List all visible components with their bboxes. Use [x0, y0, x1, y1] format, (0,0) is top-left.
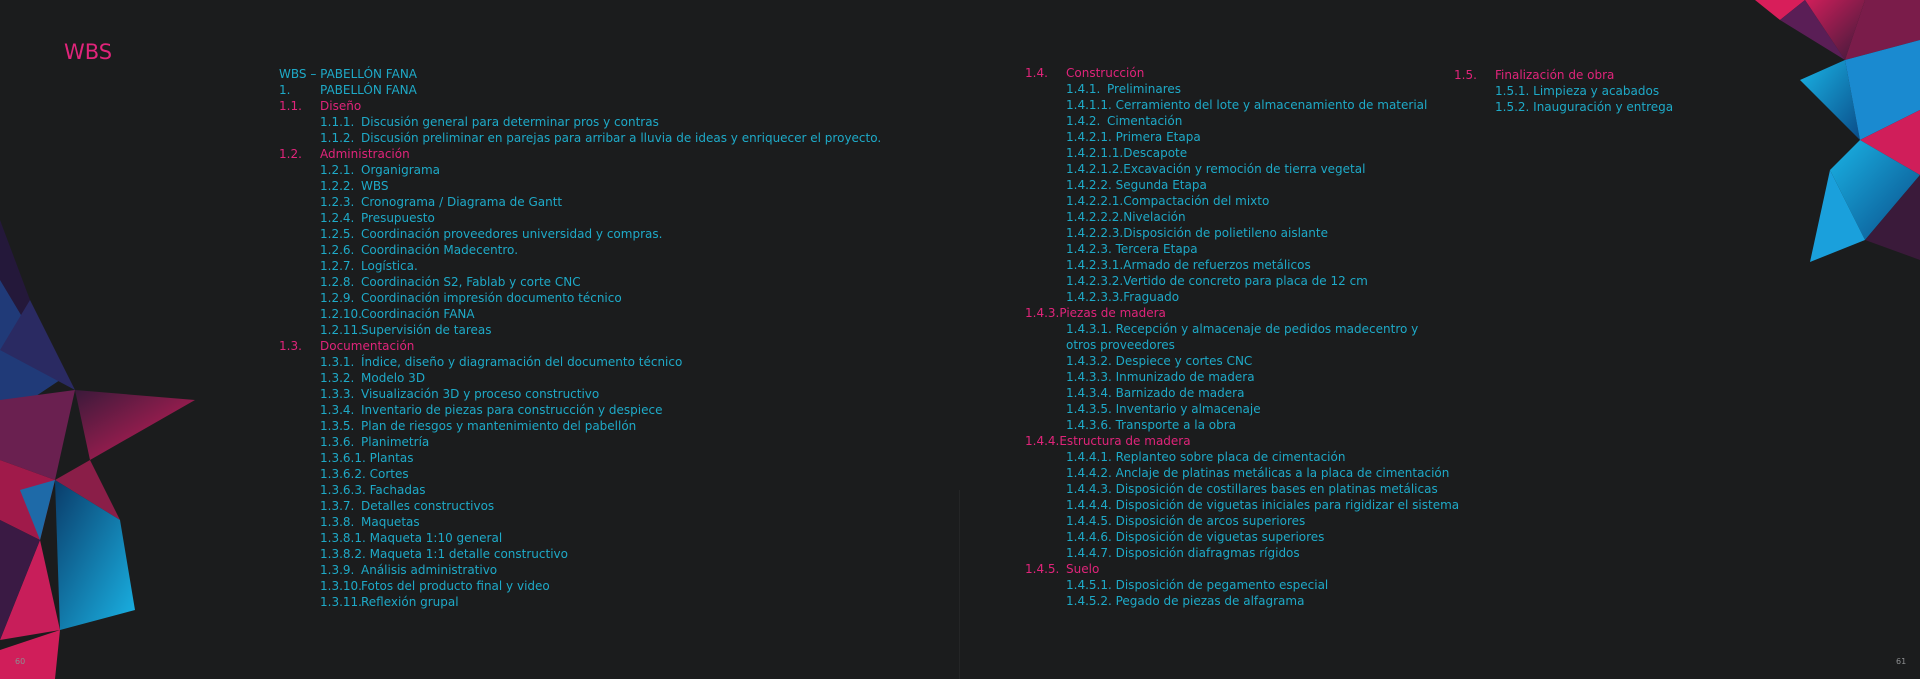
wbs-item-label: Administración: [320, 147, 410, 161]
wbs-item-label: WBS – PABELLÓN FANA: [279, 67, 417, 81]
wbs-item-label: Logística.: [361, 259, 418, 273]
wbs-item: [279, 402, 919, 418]
wbs-item-number: 1.2.10.: [320, 307, 362, 321]
wbs-item-label: 1.4.2.1. Primera Etapa: [1066, 130, 1201, 144]
wbs-item-label: 1.4.2.2.3.Disposición de polietileno aislante: [1066, 226, 1328, 240]
wbs-item-label: Coordinación Madecentro.: [361, 243, 519, 257]
wbs-item-label: 1.4.4.4. Disposición de viguetas iniciales para rigidizar el sistema: [1066, 498, 1460, 512]
wbs-item: [279, 146, 919, 162]
wbs-item-label: 1.4.2.3.1.Armado de refuerzos metálicos: [1066, 258, 1311, 272]
wbs-item: [1025, 177, 1445, 193]
wbs-item-number: 1.4.5.: [1025, 562, 1060, 576]
wbs-item-label: Discusión preliminar en parejas para arribar a lluvia de ideas y enriquecer el proyecto.: [361, 131, 882, 145]
page-number-left: 60: [15, 657, 26, 666]
wbs-column-2: [1025, 65, 1460, 609]
wbs-item: [279, 322, 919, 338]
wbs-item: [1025, 337, 1445, 353]
wbs-item-label: 1.4.4.2. Anclaje de platinas metálicas a la placa de cimentación: [1066, 466, 1450, 480]
wbs-item-label: 1.4.2.2. Segunda Etapa: [1066, 178, 1207, 192]
wbs-item-label: 1.4.4.6. Disposición de viguetas superiores: [1066, 530, 1325, 544]
wbs-item-number: 1.2.9.: [320, 291, 355, 305]
wbs-item-label: 1.5.2. Inauguración y entrega: [1495, 100, 1674, 114]
wbs-item: [279, 370, 919, 386]
wbs-item-label: 1.3.6.2. Cortes: [320, 467, 409, 481]
wbs-item-label: 1.4.4.7. Disposición diafragmas rígidos: [1066, 546, 1300, 560]
wbs-item-number: 1.4.1.: [1066, 82, 1101, 96]
wbs-item-label: Coordinación proveedores universidad y compras.: [361, 227, 663, 241]
page-divider: [959, 490, 960, 679]
wbs-item-number: 1.4.2.: [1066, 114, 1101, 128]
wbs-item-number: 1.2.6.: [320, 243, 355, 257]
wbs-item-label: 1.4.4.3. Disposición de costillares bases en platinas metálicas: [1066, 482, 1438, 496]
wbs-item-label: otros proveedores: [1066, 338, 1175, 352]
wbs-item-number: 1.2.5.: [320, 227, 355, 241]
wbs-item: [1025, 81, 1445, 97]
wbs-item: [1454, 99, 1694, 115]
wbs-item: [1025, 513, 1445, 529]
wbs-item-number: 1.3.3.: [320, 387, 355, 401]
wbs-item-label: 1.4.3.1. Recepción y almacenaje de pedidos madecentro y: [1066, 322, 1419, 336]
wbs-item-label: Fotos del producto final y video: [361, 579, 550, 593]
wbs-item: [279, 178, 919, 194]
wbs-item: [1025, 145, 1445, 161]
wbs-item: [1025, 401, 1445, 417]
wbs-item-label: 1.4.4.Estructura de madera: [1025, 434, 1191, 448]
wbs-item: [279, 546, 919, 562]
wbs-item-label: 1.4.3.2. Despiece y cortes CNC: [1066, 354, 1253, 368]
wbs-item-label: 1.4.4.1. Replanteo sobre placa de cimentación: [1066, 450, 1346, 464]
left-crystal-decoration: [0, 220, 200, 679]
wbs-item: [1025, 273, 1445, 289]
wbs-item-label: 1.3.6.1. Plantas: [320, 451, 414, 465]
wbs-item-label: Organigrama: [361, 163, 441, 177]
wbs-item-label: Planimetría: [361, 435, 430, 449]
wbs-item-label: Documentación: [320, 339, 415, 353]
wbs-item-label: Modelo 3D: [361, 371, 426, 385]
wbs-item: [1025, 305, 1445, 321]
wbs-item-label: 1.4.1.1. Cerramiento del lote y almacenamiento de material: [1066, 98, 1428, 112]
wbs-column-1: [279, 66, 919, 610]
wbs-item-number: 1.3.10.: [320, 579, 362, 593]
wbs-item: [1454, 67, 1694, 83]
wbs-column-3: [1454, 67, 1694, 115]
wbs-item: [1025, 257, 1445, 273]
wbs-item: [1025, 193, 1445, 209]
wbs-item-label: 1.4.5.2. Pegado de piezas de alfagrama: [1066, 594, 1305, 608]
wbs-item-label: Inventario de piezas para construcción y despiece: [361, 403, 663, 417]
wbs-item-number: 1.2.2.: [320, 179, 355, 193]
wbs-item-number: 1.1.: [279, 99, 302, 113]
wbs-item-label: 1.4.2.3.2.Vertido de concreto para placa de 12 cm: [1066, 274, 1368, 288]
wbs-item-number: 1.3.: [279, 339, 302, 353]
wbs-item-number: 1.1.1.: [320, 115, 355, 129]
wbs-item-label: 1.4.5.1. Disposición de pegamento especial: [1066, 578, 1329, 592]
wbs-item-label: 1.4.2.3. Tercera Etapa: [1066, 242, 1198, 256]
wbs-item-number: 1.2.3.: [320, 195, 355, 209]
wbs-item-label: Presupuesto: [361, 211, 435, 225]
wbs-item: [279, 274, 919, 290]
wbs-item: [1025, 225, 1445, 241]
wbs-item: [279, 466, 919, 482]
wbs-item: [1025, 161, 1445, 177]
wbs-item-number: 1.3.11.: [320, 595, 362, 609]
wbs-item: [1025, 209, 1445, 225]
wbs-item: [1025, 433, 1445, 449]
wbs-item-number: 1.1.2.: [320, 131, 355, 145]
wbs-item-label: Preliminares: [1107, 82, 1182, 96]
wbs-item: [279, 482, 919, 498]
wbs-item-number: 1.2.4.: [320, 211, 355, 225]
wbs-item-label: 1.4.4.5. Disposición de arcos superiores: [1066, 514, 1306, 528]
wbs-item-label: Cimentación: [1107, 114, 1183, 128]
wbs-item: [279, 418, 919, 434]
wbs-item-label: 1.4.3.6. Transporte a la obra: [1066, 418, 1237, 432]
wbs-item: [279, 386, 919, 402]
wbs-item-label: Análisis administrativo: [361, 563, 498, 577]
wbs-item-number: 1.2.: [279, 147, 302, 161]
wbs-item: [279, 210, 919, 226]
wbs-item: [1025, 289, 1445, 305]
wbs-item: [1454, 83, 1694, 99]
wbs-item: [279, 450, 919, 466]
wbs-item-label: Coordinación FANA: [361, 307, 475, 321]
wbs-item-label: WBS: [361, 179, 389, 193]
wbs-item: [1025, 353, 1445, 369]
wbs-item: [1025, 561, 1445, 577]
wbs-item: [279, 434, 919, 450]
wbs-item: [279, 338, 919, 354]
wbs-item: [1025, 449, 1445, 465]
wbs-item-label: Discusión general para determinar pros y contras: [361, 115, 659, 129]
wbs-item-label: Cronograma / Diagrama de Gantt: [361, 195, 563, 209]
page-number-right: 61: [1896, 657, 1907, 666]
wbs-item-label: 1.4.3.5. Inventario y almacenaje: [1066, 402, 1261, 416]
wbs-item: [1025, 113, 1445, 129]
wbs-item: [1025, 129, 1445, 145]
wbs-item: [1025, 593, 1445, 609]
wbs-item-number: 1.3.9.: [320, 563, 355, 577]
wbs-item-number: 1.3.7.: [320, 499, 355, 513]
wbs-item: [279, 242, 919, 258]
wbs-item-number: 1.: [279, 83, 291, 97]
wbs-item: [1025, 385, 1445, 401]
wbs-item: [279, 114, 919, 130]
wbs-item-label: Construcción: [1066, 66, 1145, 80]
wbs-item-label: 1.4.2.1.2.Excavación y remoción de tierra vegetal: [1066, 162, 1366, 176]
wbs-item: [279, 562, 919, 578]
wbs-item-label: 1.4.2.2.2.Nivelación: [1066, 210, 1186, 224]
wbs-item-number: 1.3.1.: [320, 355, 355, 369]
wbs-item-label: Visualización 3D y proceso constructivo: [361, 387, 600, 401]
wbs-item: [279, 498, 919, 514]
wbs-item: [1025, 481, 1445, 497]
page-title: WBS: [64, 40, 113, 64]
wbs-item: [1025, 369, 1445, 385]
wbs-item: [1025, 321, 1445, 337]
wbs-item-number: 1.3.6.: [320, 435, 355, 449]
wbs-item-number: 1.3.4.: [320, 403, 355, 417]
wbs-item: [279, 290, 919, 306]
wbs-item: [279, 226, 919, 242]
wbs-item: [279, 354, 919, 370]
wbs-item: [279, 594, 919, 610]
wbs-item-label: 1.5.1. Limpieza y acabados: [1495, 84, 1660, 98]
wbs-item: [279, 162, 919, 178]
wbs-item-number: 1.3.8.: [320, 515, 355, 529]
wbs-item-number: 1.3.5.: [320, 419, 355, 433]
wbs-item-label: Suelo: [1066, 562, 1100, 576]
wbs-item-label: 1.3.8.1. Maqueta 1:10 general: [320, 531, 503, 545]
wbs-item-label: Supervisión de tareas: [361, 323, 492, 337]
wbs-item: [1025, 241, 1445, 257]
wbs-item: [279, 194, 919, 210]
wbs-item: [279, 578, 919, 594]
wbs-item: [279, 514, 919, 530]
wbs-item-number: 1.2.11.: [320, 323, 362, 337]
wbs-item-label: PABELLÓN FANA: [320, 83, 417, 97]
wbs-item: [279, 66, 919, 82]
wbs-item: [1025, 577, 1445, 593]
wbs-item: [279, 306, 919, 322]
wbs-item-label: 1.4.3.3. Inmunizado de madera: [1066, 370, 1255, 384]
wbs-item: [1025, 497, 1460, 513]
wbs-item-label: Plan de riesgos y mantenimiento del pabellón: [361, 419, 637, 433]
wbs-item: [1025, 529, 1445, 545]
wbs-item-label: 1.4.3.Piezas de madera: [1025, 306, 1166, 320]
wbs-item-label: 1.4.2.1.1.Descapote: [1066, 146, 1188, 160]
wbs-item-label: 1.4.2.3.3.Fraguado: [1066, 290, 1180, 304]
wbs-item-label: 1.3.8.2. Maqueta 1:1 detalle constructivo: [320, 547, 568, 561]
wbs-item-label: Coordinación S2, Fablab y corte CNC: [361, 275, 581, 289]
wbs-item-label: Índice, diseño y diagramación del documento técnico: [361, 355, 683, 369]
wbs-item-label: Coordinación impresión documento técnico: [361, 291, 622, 305]
wbs-item-label: Detalles constructivos: [361, 499, 495, 513]
wbs-item-number: 1.4.: [1025, 66, 1048, 80]
wbs-item: [1025, 465, 1450, 481]
wbs-item: [1025, 545, 1445, 561]
wbs-item-label: Reflexión grupal: [361, 595, 459, 609]
wbs-item-label: Diseño: [320, 99, 362, 113]
wbs-item-number: 1.2.8.: [320, 275, 355, 289]
wbs-item-label: 1.4.3.4. Barnizado de madera: [1066, 386, 1245, 400]
wbs-item: [279, 98, 919, 114]
wbs-item: [279, 130, 919, 146]
wbs-item: [279, 258, 919, 274]
wbs-item-label: 1.4.2.2.1.Compactación del mixto: [1066, 194, 1270, 208]
wbs-item-number: 1.2.7.: [320, 259, 355, 273]
wbs-item: [1025, 65, 1445, 81]
wbs-item-label: 1.3.6.3. Fachadas: [320, 483, 426, 497]
wbs-item-number: 1.3.2.: [320, 371, 355, 385]
right-crystal-decoration: [1745, 0, 1920, 270]
wbs-item-number: 1.2.1.: [320, 163, 355, 177]
wbs-item: [1025, 97, 1445, 113]
wbs-item-label: Finalización de obra: [1495, 68, 1615, 82]
wbs-item: [279, 82, 919, 98]
wbs-item: [279, 530, 919, 546]
wbs-item: [1025, 417, 1445, 433]
wbs-item-number: 1.5.: [1454, 68, 1477, 82]
wbs-item-label: Maquetas: [361, 515, 420, 529]
